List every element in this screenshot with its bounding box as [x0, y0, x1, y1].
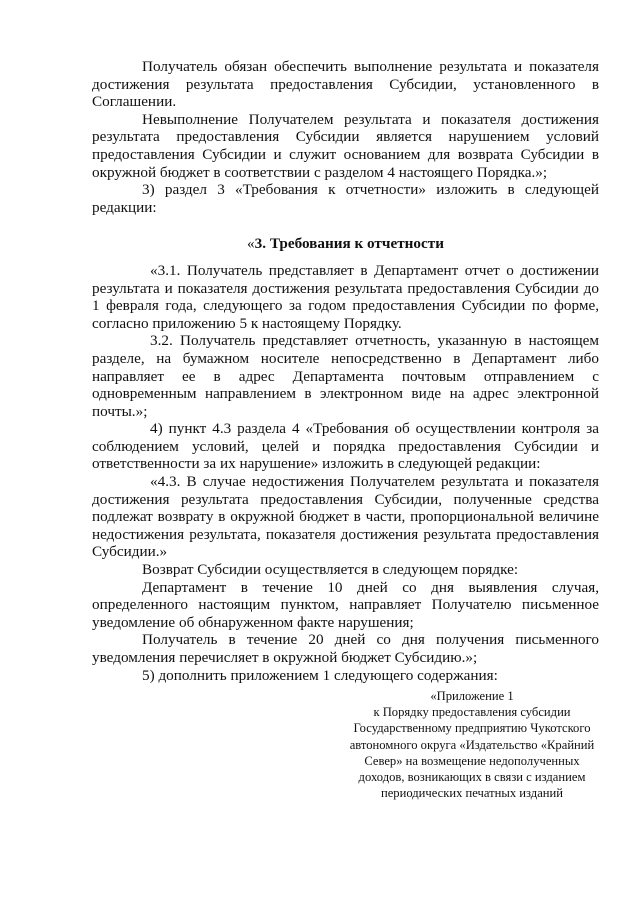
heading-text: 3. Требования к отчетности — [254, 235, 444, 253]
appendix-line: Государственному предприятию Чукотского — [353, 721, 591, 736]
appendix-line: автономного округа «Издательство «Крайний — [349, 737, 595, 752]
appendix-line: «Приложение 1 — [430, 689, 514, 703]
paragraph-department-notice: Департамент в течение 10 дней со дня выявления случая, определенного настоящим пунктом, направляет Получателю письменное уведомление об обнаруженном факте нарушения; — [92, 578, 599, 631]
paragraph-nonfulfillment: Невыполнение Получателем результата и показателя достижения результата предоставления Субсидии является нарушением условий предоставления Субсидии и служит основанием для возврата Субсидии в окружной бюджет в соответствии с разделом 4 настоящего Порядка.»; — [92, 110, 599, 181]
section-heading — [92, 235, 599, 253]
appendix-line: Север» на возмещение недополученных — [364, 753, 580, 768]
paragraph-recipient-transfer: Получатель в течение 20 дней со дня получения письменного уведомления перечисляет в окружной бюджет Субсидию.»; — [92, 631, 599, 666]
paragraph-obligation: Получатель обязан обеспечить выполнение результата и показателя достижения результата предоставления Субсидии, установленного в Соглашении. — [92, 58, 599, 111]
paragraph-item-3: 3) раздел 3 «Требования к отчетности» изложить в следующей редакции: — [92, 181, 599, 216]
paragraph-4-3: «4.3. В случае недостижения Получателем результата и показателя достижения результата предоставления Субсидии, полученные средства подлежат возврату в окружной бюджет в части, пропорциональной величине недостижения результата, показателя достижения результата предоставления Субсидии.» — [92, 473, 599, 561]
paragraph-item-4: 4) пункт 4.3 раздела 4 «Требования об осуществлении контроля за соблюдением условий, целей и порядка предоставления Субсидии и ответственности за их нарушение» изложить в следующей редакции: — [92, 420, 599, 473]
document-body — [92, 58, 599, 684]
paragraph-3-2: 3.2. Получатель представляет отчетность, указанную в настоящем разделе, на бумажном носителе непосредственно в Департамент либо направляет ее в адрес Департамента почтовым отправлением с одновременным направлением в электронном виде на адрес электронной почты.»; — [92, 332, 599, 420]
appendix-line: доходов, возникающих в связи с изданием — [358, 770, 586, 785]
appendix-line: периодических печатных изданий — [380, 786, 564, 801]
paragraph-item-5: 5) дополнить приложением 1 следующего содержания: — [142, 666, 498, 684]
heading-quote: « — [247, 235, 255, 253]
paragraph-3-1: «3.1. Получатель представляет в Департамент отчет о достижении результата и показателя достижения результата предоставления Субсидии до 1 февраля года, следующего за годом предоставления Субсидии по форме, согласно приложению 5 к настоящему Порядку. — [92, 261, 599, 332]
appendix-line: к Порядку предоставления субсидии — [373, 705, 571, 720]
paragraph-return-order: Возврат Субсидии осуществляется в следующем порядке: — [142, 561, 519, 579]
appendix-header — [332, 688, 612, 801]
